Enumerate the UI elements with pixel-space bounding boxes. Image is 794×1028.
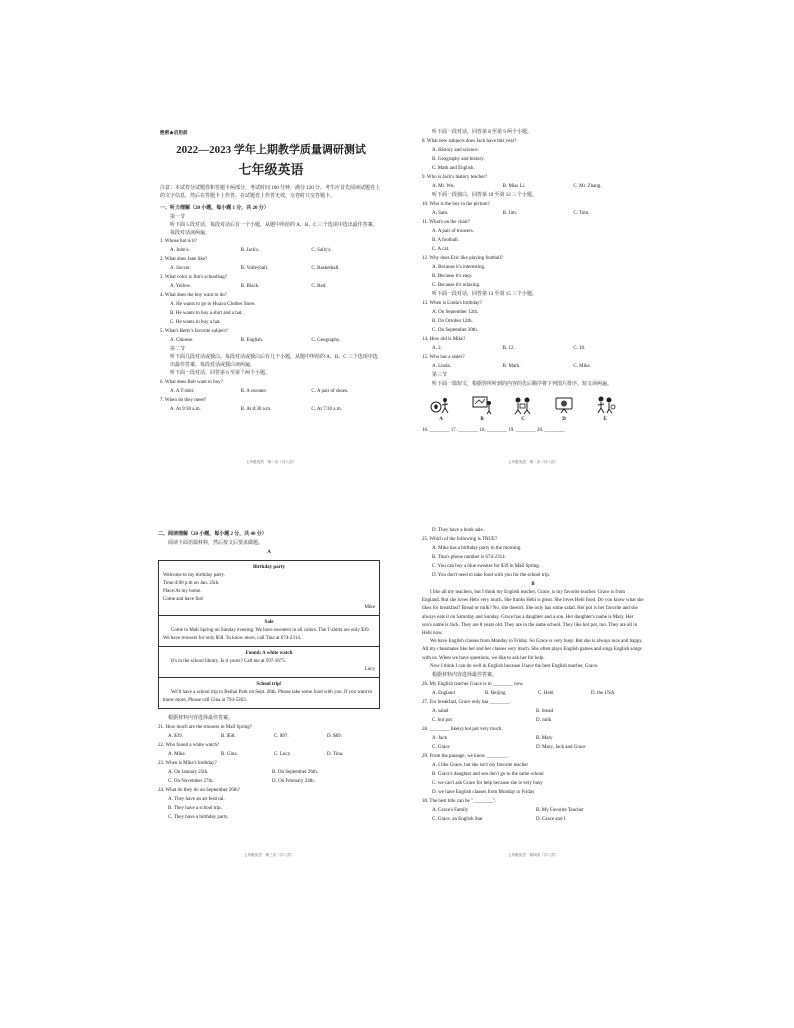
question-26-options bbox=[422, 689, 644, 698]
option: C. You can buy a blue sweater for $39 in Mall Spring. bbox=[432, 564, 541, 569]
option: B. A football. bbox=[432, 238, 459, 243]
page-2 bbox=[422, 128, 644, 468]
option: D. Mary, Jack and Grace bbox=[536, 745, 586, 751]
question-8: 8. What new subjects does Jack have this year? bbox=[422, 139, 517, 144]
option: B. Mark. bbox=[502, 364, 521, 369]
kids-playing-icon bbox=[594, 395, 616, 415]
page-1 bbox=[160, 128, 382, 468]
option: A. They have an art festival. bbox=[168, 797, 225, 802]
soccer-players-icon bbox=[430, 395, 452, 415]
questions-directions: 根据材料内容选择最佳答案。 bbox=[432, 673, 498, 679]
option: A. Sam. bbox=[432, 211, 449, 216]
sub-directions: 听下面一段独白，回答第 10 至第 12 三个小题。 bbox=[432, 193, 538, 198]
option: C. 10. bbox=[573, 346, 586, 351]
option: C. $97. bbox=[274, 734, 289, 739]
option: B. Mary bbox=[536, 736, 553, 742]
option: C. Tom. bbox=[573, 211, 590, 216]
question-1: 1. Whose hat is it? bbox=[160, 239, 197, 244]
question-13: 13. When is Linda's birthday? bbox=[422, 301, 482, 306]
notice-text: It's in the school library. Is it yours? Call me at 597-3675. bbox=[171, 659, 287, 664]
notice-line: Time:4:00 p.m on Jan. 25th. bbox=[163, 581, 220, 586]
page-footer: 七年级英语 第四页（共八页） bbox=[507, 853, 559, 857]
option: D. we have English classes from Monday to Friday bbox=[432, 790, 535, 796]
picture-row bbox=[428, 395, 618, 424]
option: C. He wants to buy a hat. bbox=[170, 320, 221, 325]
option: A. Mike. bbox=[168, 752, 186, 757]
passage-b-paragraph-2: We have English classes from Monday to Friday. So Grace is very busy. But she is always nice and happy. All my classmates like her and her classes very much. She often plays English games and sings English songs with us. When we have questions, we like to ask her for help. bbox=[422, 639, 643, 661]
option: A. History and science. bbox=[432, 148, 479, 153]
option: D. milk bbox=[536, 718, 552, 724]
picture-b bbox=[469, 395, 495, 424]
option: A. 2. bbox=[432, 346, 442, 351]
option: A. A T-shirt. bbox=[170, 389, 195, 394]
part-2-directions: 听下面几段对话或独白。每段对话或独白后有几个小题，从题中所给的 A、B、C 三个选项中选出最佳答案。每段对话或独白读两遍。 bbox=[170, 355, 378, 368]
page-4 bbox=[422, 526, 644, 861]
picture-label: B bbox=[480, 417, 484, 422]
question-3: 3. What color is Jim's schoolbag? bbox=[160, 275, 227, 280]
question-28-options-cd bbox=[422, 743, 644, 752]
picture-a bbox=[428, 395, 454, 424]
option: C. At 7:30 a.m. bbox=[311, 407, 342, 412]
option: A. He wants to go to Huaxu Clothes Store. bbox=[170, 302, 256, 307]
question-6-options bbox=[160, 387, 382, 396]
option: A. A pair of trousers. bbox=[432, 229, 474, 234]
option: B. $58. bbox=[221, 734, 236, 739]
notice-signature: Lucy bbox=[364, 667, 375, 672]
question-28-options-ab bbox=[422, 734, 644, 743]
option: A. England bbox=[432, 691, 455, 697]
subject-title: 七年级英语 bbox=[238, 162, 304, 177]
found-notice bbox=[159, 647, 379, 678]
option: C. Red. bbox=[311, 284, 327, 289]
question-23-options-ab bbox=[158, 768, 380, 777]
question-14: 14. How old is Mike? bbox=[422, 337, 466, 342]
option: A. Chinese. bbox=[170, 338, 194, 343]
question-9-options bbox=[422, 182, 644, 191]
passage-b-label: B bbox=[531, 582, 535, 587]
question-21: 21. How much are the trousers in Mall Spring? bbox=[158, 725, 253, 730]
confidential-tag: 绝密★启用前 bbox=[160, 130, 188, 135]
option: B. Because it's easy. bbox=[432, 274, 473, 279]
tv-icon bbox=[553, 395, 575, 415]
question-5-options bbox=[160, 336, 382, 345]
question-29: 29. From the passage, we know ________. bbox=[422, 754, 508, 760]
option: B. At 8:30 a.m. bbox=[240, 407, 272, 412]
picture-e bbox=[592, 395, 618, 424]
exam-notice: 注意：本试卷分试题卷和答题卡两部分，考试时间 100 分钟，满分 120 分。考生应首先阅读试题卷上的文字信息，然后在答题卡上作答，在试题卷上作答无效，交卷时只交答题卡。 bbox=[160, 186, 381, 199]
passage-b-paragraph-1: I like all my teachers, but I think my English teacher, Grace, is my favorite teacher. Grace is from England. But she loves Hebi very much. She thinks Hebi is great. She loves Hebi food. Do you know what she likes for breakfast? Bread or milk? No, she doesn't. She only has some salad. Hot pot is her favorite and she always eats it on Saturday and Sunday. Grace has a daughter and a son. Her daughter's name is Mary. Her son's name is Jack. They are 8 years old. They are in the same school. They like hot pot, too. They are all in Hebi now. bbox=[422, 590, 644, 637]
question-6: 6. What does Bob want to buy? bbox=[160, 380, 223, 385]
option: A. salad bbox=[432, 709, 449, 715]
question-25: 25. Which of the following is TRUE? bbox=[422, 537, 498, 542]
option: B. Volleyball. bbox=[240, 266, 269, 271]
option: C. A pair of shoes. bbox=[311, 389, 349, 394]
notice-title: Sale bbox=[264, 620, 274, 625]
option: B. Gina. bbox=[221, 752, 238, 757]
option: C. They have a birthday party. bbox=[168, 815, 229, 820]
option: A. Linda. bbox=[432, 364, 452, 369]
notice-text: Come to Mall Spring on Sunday evening. We have sweaters in all colors. The T-shirts are only $39. We have trousers for only $58. To know more, call Tina at 674-2314. bbox=[163, 628, 370, 641]
option: B. Black. bbox=[240, 284, 260, 289]
option: A. I like Grace, but she isn't my favorite teacher bbox=[432, 763, 529, 769]
picture-label: E bbox=[603, 417, 607, 422]
question-9: 9. Who is Jack's history teacher? bbox=[422, 175, 488, 180]
part-3-heading: 第三节 bbox=[432, 373, 448, 378]
option: C. Grace bbox=[432, 745, 450, 751]
option: B. Grace's daughter and son don't go to the same school bbox=[432, 772, 544, 778]
question-23-options-cd bbox=[158, 777, 380, 786]
option: C. On November 27th. bbox=[168, 779, 214, 784]
option: B. Tina's phone number is 674-2314. bbox=[432, 555, 506, 560]
option: B. Beijing bbox=[485, 691, 506, 697]
question-10: 10. Who is the boy in the picture? bbox=[422, 202, 490, 207]
option: D. Grace and I bbox=[536, 817, 566, 823]
picture-label: A bbox=[439, 417, 443, 422]
question-23: 23. When is Mike's birthday? bbox=[158, 761, 217, 766]
picture-label: C bbox=[521, 417, 525, 422]
option: B. Jim. bbox=[502, 211, 517, 216]
option: C. A cat. bbox=[432, 247, 450, 252]
option: C. On September 20th. bbox=[432, 328, 478, 333]
part-2-heading: 第二节 bbox=[170, 347, 186, 352]
option: C. Sally's. bbox=[311, 248, 332, 253]
option: C. Geography. bbox=[311, 338, 341, 343]
page-3 bbox=[158, 526, 380, 861]
question-2: 2. What does Jane like? bbox=[160, 257, 208, 262]
question-30-options-ab bbox=[422, 806, 644, 815]
section-2-directions: 阅读下面语篇材料，然后按文后要求做题。 bbox=[168, 541, 264, 546]
question-7-options bbox=[160, 405, 382, 414]
option: A. Soccer. bbox=[170, 266, 191, 271]
option: A. Mike has a birthday party in the morning. bbox=[432, 546, 522, 551]
notice-board bbox=[158, 560, 380, 709]
page-footer: 七年级英语 第三页（共八页） bbox=[243, 853, 295, 857]
option: D. They have a book sale. bbox=[432, 528, 484, 533]
option: C. Because it's relaxing. bbox=[432, 283, 481, 288]
option: A. Yellow. bbox=[170, 284, 192, 289]
question-30-options-cd bbox=[422, 815, 644, 824]
school-trip-notice bbox=[159, 678, 379, 708]
option: B. On October 12th. bbox=[432, 319, 473, 324]
question-26: 26. My English teacher Grace is in ________ now. bbox=[422, 682, 524, 688]
section-2-heading: 二、阅读理解（20 小题，每小题 2 分，共 40 分） bbox=[158, 532, 267, 537]
sale-notice bbox=[159, 616, 379, 647]
question-27-options-cd bbox=[422, 716, 644, 725]
option: B. On September 26th. bbox=[272, 770, 318, 775]
question-12: 12. Why does Eric like playing football? bbox=[422, 256, 504, 261]
notice-line: Welcome to my birthday party. bbox=[163, 573, 225, 578]
option: A. Because it's interesting. bbox=[432, 265, 486, 270]
part-1-directions: 听下面 5 段对话，每段对话后有一个小题，从题中所给的 A、B、C 三个选项中选出最佳答案。每段对话读两遍。 bbox=[170, 223, 378, 236]
option: A. Grace's Family bbox=[432, 808, 469, 814]
page-footer: 七年级英语 第一页（共八页） bbox=[245, 460, 297, 464]
birthday-party-notice bbox=[159, 561, 379, 616]
questions-directions: 根据材料内容选择最佳答案。 bbox=[168, 716, 234, 721]
option: B. My Favorite Teacher bbox=[536, 808, 584, 814]
option: C. Mr. Zhang. bbox=[573, 184, 602, 189]
question-4: 4. What does the boy want to do? bbox=[160, 293, 227, 298]
part-2-sub-directions: 听下面一段对话，回答第 6 至第 7 两个小题。 bbox=[170, 371, 271, 376]
question-24: 24. What do they do on September 26th? bbox=[158, 788, 240, 793]
question-14-options bbox=[422, 344, 644, 353]
question-22-options bbox=[158, 750, 380, 759]
option: C. Lucy. bbox=[274, 752, 292, 757]
question-30: 30. The best title can be "________". bbox=[422, 799, 497, 805]
option: D. On February 24th. bbox=[272, 779, 315, 784]
question-27-options-ab bbox=[422, 707, 644, 716]
option: B. Geography and history. bbox=[432, 157, 485, 162]
option: C. Grace, an English Star bbox=[432, 817, 483, 823]
notice-title: Birthday party bbox=[252, 565, 286, 570]
section-1-heading: 一、听力理解（20 小题，每小题 1 分，共 20 分） bbox=[160, 206, 269, 211]
option: D. Tina. bbox=[327, 752, 344, 757]
option: D. $89. bbox=[327, 734, 342, 739]
answer-blanks-16-20: 16. ________ 17. ________ 18. ________ 19. ________ 20. ________ bbox=[422, 428, 565, 433]
question-1-options bbox=[160, 246, 382, 255]
option: C. Math and English. bbox=[432, 166, 475, 171]
question-5: 5. What's Betty's favorite subject? bbox=[160, 329, 228, 334]
question-10-options bbox=[422, 209, 644, 218]
kids-reading-icon bbox=[512, 395, 534, 415]
notice-signature: Mike bbox=[364, 605, 375, 610]
option: B. Miss Li. bbox=[502, 184, 526, 189]
question-2-options bbox=[160, 264, 382, 273]
classroom-icon bbox=[471, 395, 493, 415]
question-15-options bbox=[422, 362, 644, 371]
option: B. They have a school trip. bbox=[168, 806, 222, 811]
exam-title: 2022—2023 学年上期教学质量调研测试 bbox=[176, 144, 366, 156]
part-1-heading: 第一节 bbox=[170, 215, 186, 220]
option: A. On January 25th. bbox=[168, 770, 209, 775]
option: B. A sweater. bbox=[240, 389, 268, 394]
option: C. we can't ask Grace for help because she is very busy bbox=[432, 781, 543, 787]
question-28: 28. ________ like(s) hot pot very much. bbox=[422, 727, 503, 733]
question-15: 15. Who has a sister? bbox=[422, 355, 465, 360]
option: C. hot pot bbox=[432, 718, 452, 724]
option: A. Jack bbox=[432, 736, 447, 742]
sub-directions: 听下面一段对话，回答第 8 至第 9 两个小题。 bbox=[432, 130, 533, 135]
option: B. English. bbox=[240, 338, 264, 343]
notice-line: Come and have fun! bbox=[163, 597, 204, 602]
option: B. He wants to buy a shirt and a hat. bbox=[170, 311, 243, 316]
option: C. Mike. bbox=[573, 364, 591, 369]
question-7: 7. When do they meet? bbox=[160, 398, 207, 403]
option: A. Mr. Wu. bbox=[432, 184, 455, 189]
option: B. bread bbox=[536, 709, 553, 715]
page-footer: 七年级英语 第二页（共八页） bbox=[507, 460, 559, 464]
question-11: 11. What's on the chair? bbox=[422, 220, 470, 225]
option: A. John's. bbox=[170, 248, 190, 253]
question-21-options bbox=[158, 732, 380, 741]
question-27: 27. For breakfast, Grace only has ________. bbox=[422, 700, 512, 706]
passage-b-paragraph-3: Now I think I can do well in English because I have the best English teacher, Grace. bbox=[430, 663, 599, 669]
passage-a-label: A bbox=[267, 550, 271, 555]
option: C. Basketball. bbox=[311, 266, 340, 271]
question-22: 22. Who found a white watch? bbox=[158, 743, 220, 748]
option: D. You don't need to take food with you for the school trip. bbox=[432, 573, 550, 578]
picture-d bbox=[551, 395, 577, 424]
option: A. On September 12th. bbox=[432, 310, 479, 315]
notice-title: Found: A white watch bbox=[245, 651, 293, 656]
sub-directions: 听下面一段对话，回答第 13 至第 15 三个小题。 bbox=[432, 292, 538, 297]
option: A. $39. bbox=[168, 734, 183, 739]
picture-c bbox=[510, 395, 536, 424]
question-3-options bbox=[160, 282, 382, 291]
picture-label: D bbox=[562, 417, 566, 422]
option: A. At 9:30 a.m. bbox=[170, 407, 201, 412]
notice-title: School trip! bbox=[256, 682, 282, 687]
option: B. 12. bbox=[502, 346, 515, 351]
part-3-directions: 听下面一篇短文，根据你所听到的内容的先后顺序将下列图片排序。短文读两遍。 bbox=[432, 382, 613, 387]
option: D. the USA bbox=[591, 691, 615, 697]
option: B. Jack's. bbox=[240, 248, 260, 253]
notice-text: We'll have a school trip to Beihai Park on Sept. 26th. Please take some food with you. If you want to know more, Please call Gina at 794-5263. bbox=[163, 690, 373, 703]
notice-line: Place:At my home. bbox=[163, 589, 202, 594]
option: C. Hebi bbox=[538, 691, 554, 697]
